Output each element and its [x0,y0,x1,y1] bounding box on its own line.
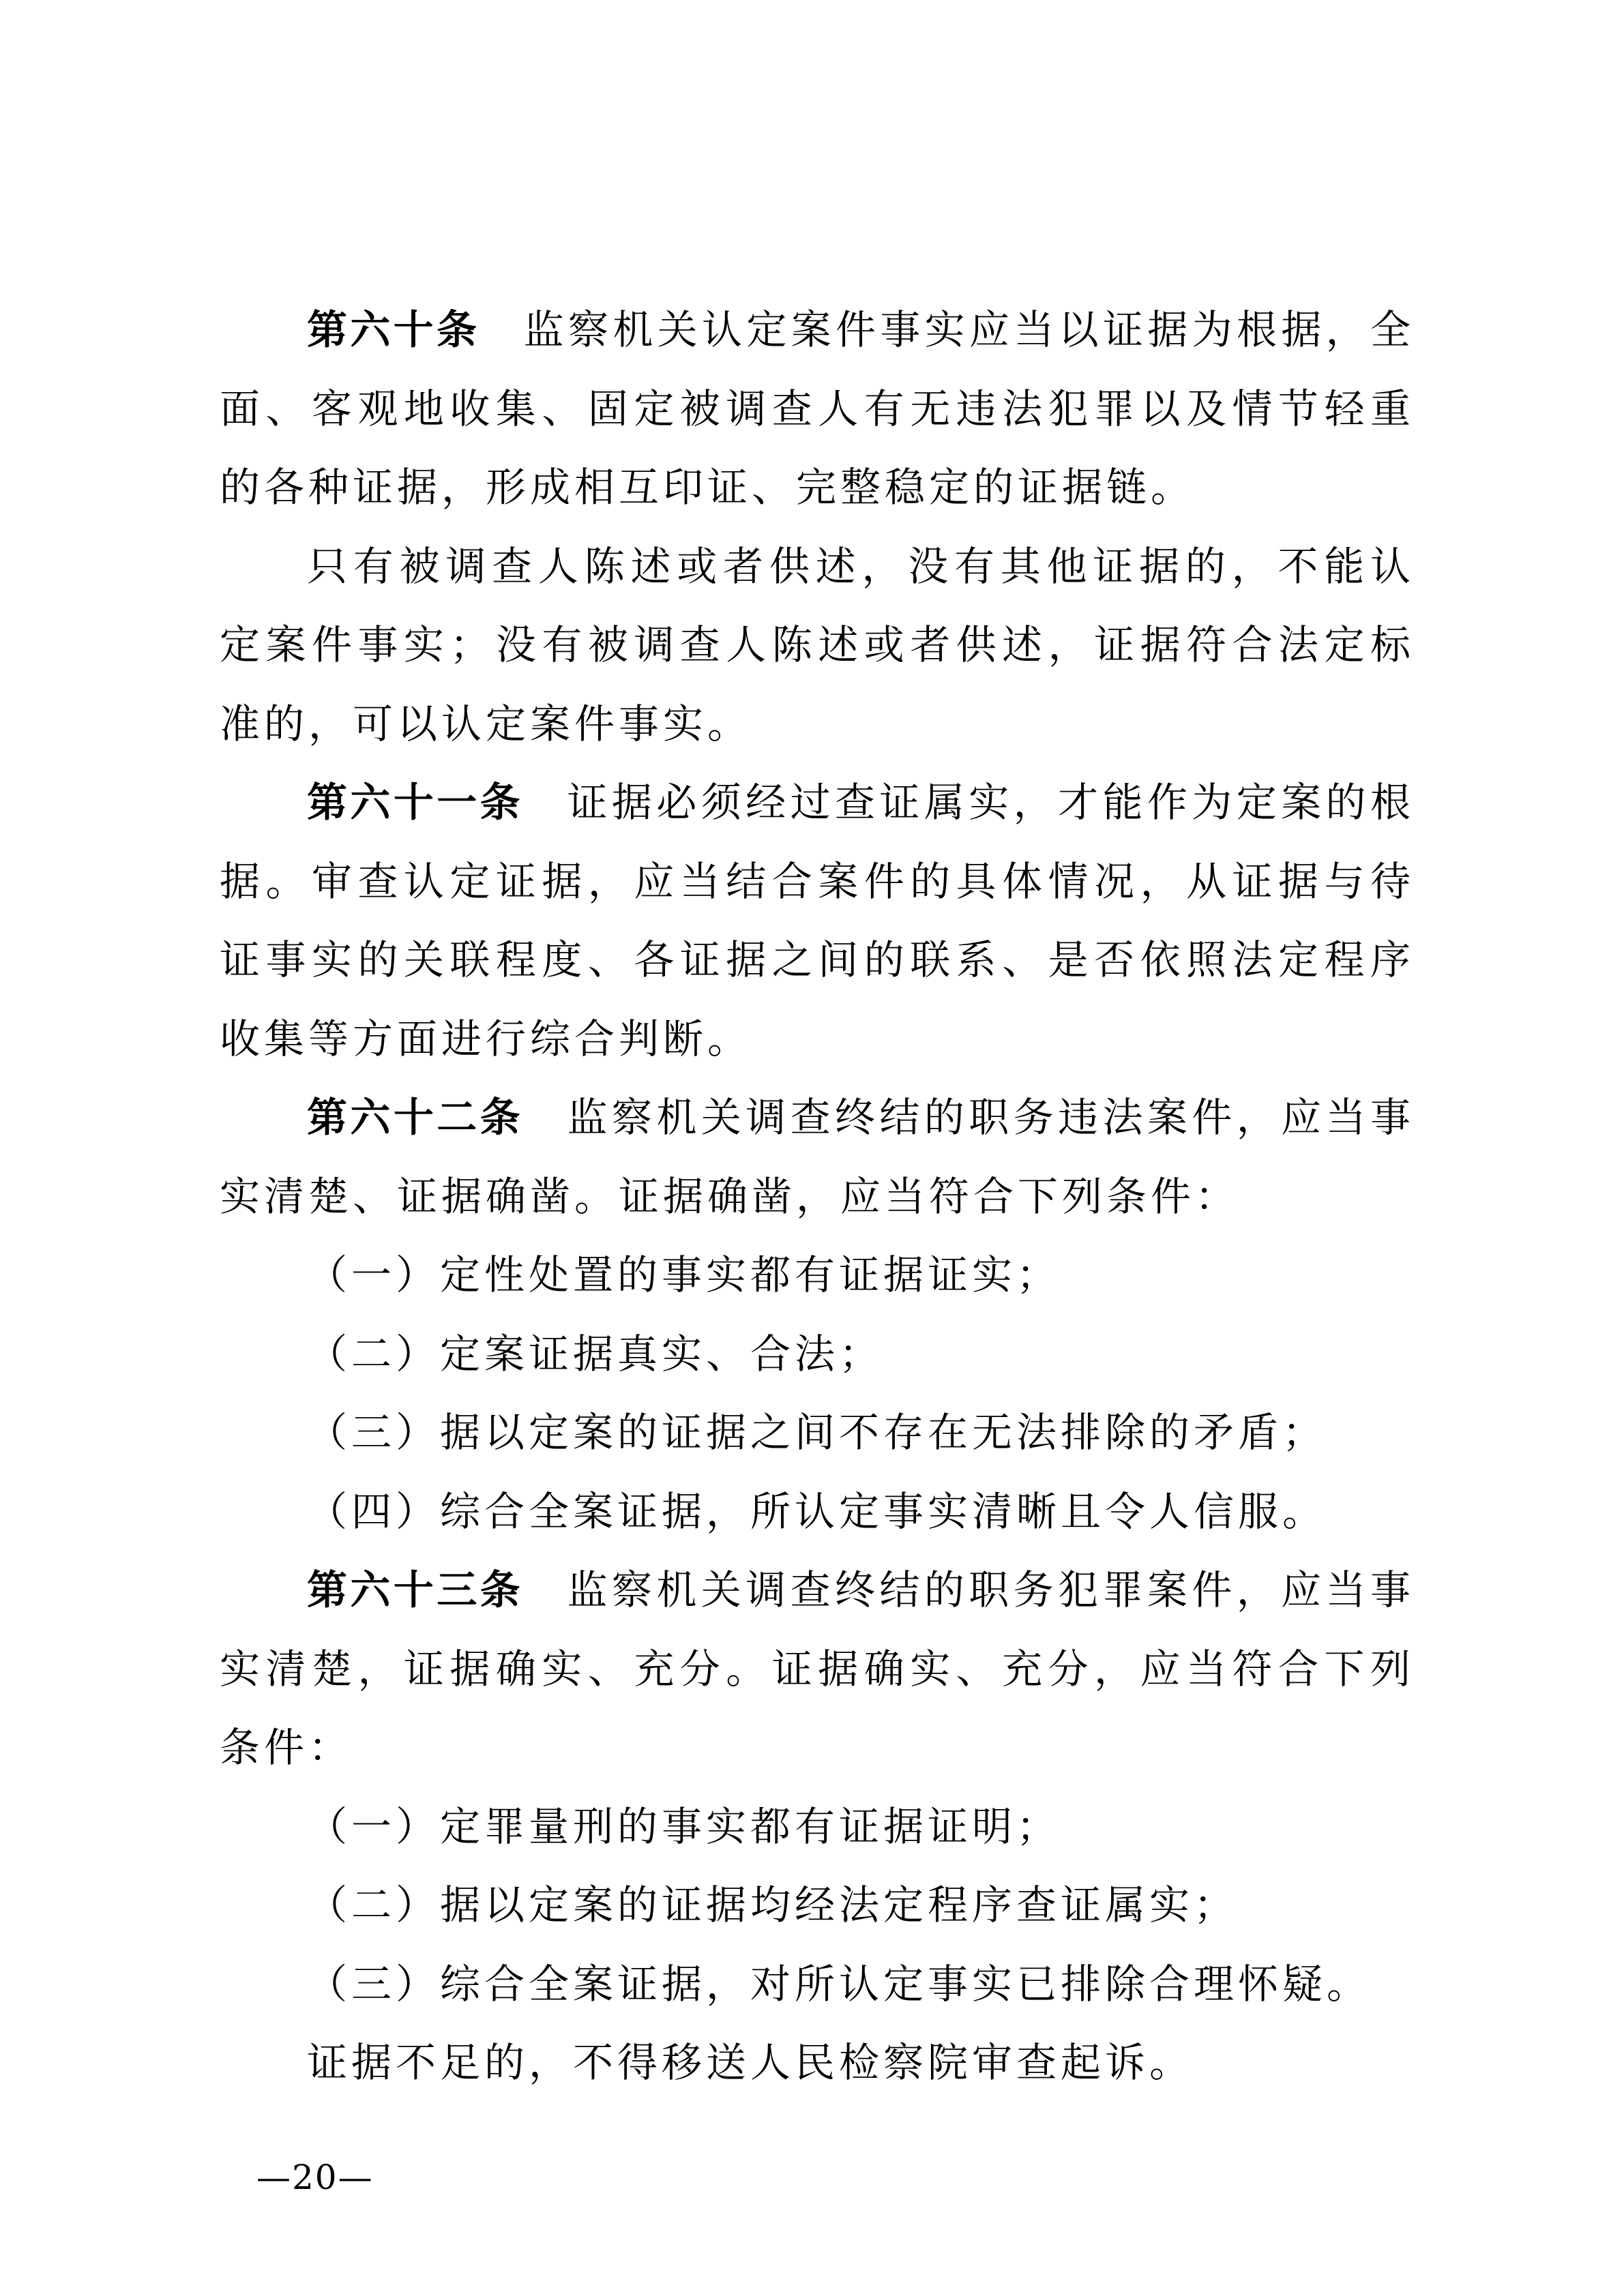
article-62-item-1: （一）定性处置的事实都有证据证实； [307,1251,1061,1298]
article-60-text: 监察机关认定案件事实应当以证据为根据，全面、客观地收集、固定被调查人有无违法犯罪以及情节轻重的各种证据，形成相互印证、完整稳定的证据链。 [220,306,1415,511]
article-61-heading: 第六十一条 [307,779,524,826]
article-62-item-3: （三）据以定案的证据之间不存在无法排除的矛盾； [307,1409,1327,1456]
article-60-heading: 第六十条 [307,306,480,353]
article-60-paragraph-2: 只有被调查人陈述或者供述，没有其他证据的，不能认定案件事实；没有被调查人陈述或者供述，证据符合法定标准的，可以认定案件事实。 [220,542,1415,747]
article-63-heading: 第六十三条 [307,1566,524,1613]
article-62-heading: 第六十二条 [307,1094,524,1141]
document-body [220,290,1415,2102]
page-number: —20— [256,2158,374,2197]
article-60-paragraph-1 [220,290,1415,527]
article-63-item-2: （二）据以定案的证据均经法定程序查证属实； [307,1881,1239,1928]
article-61-paragraph-1 [220,763,1415,1078]
article-62-paragraph-1 [220,1078,1415,1236]
article-62-item-4: （四）综合全案证据，所认定事实清晰且令人信服。 [307,1487,1327,1535]
article-63-intro: 监察机关调查终结的职务犯罪案件，应当事实清楚，证据确实、充分。证据确实、充分，应当符合下列条件： [220,1566,1415,1771]
article-63-item-3: （三）综合全案证据，对所认定事实已排除合理怀疑。 [307,1960,1372,2008]
article-63-paragraph-1 [220,1551,1415,1787]
article-63-closing: 证据不足的，不得移送人民检察院审查起诉。 [307,2039,1194,2086]
article-62-item-2: （二）定案证据真实、合法； [307,1330,884,1377]
article-62-intro: 监察机关调查终结的职务违法案件，应当事实清楚、证据确凿。证据确凿，应当符合下列条件： [220,1094,1415,1220]
article-61-text: 证据必须经过查证属实，才能作为定案的根据。审查认定证据，应当结合案件的具体情况，从证据与待证事实的关联程度、各证据之间的联系、是否依照法定程序收集等方面进行综合判断。 [220,779,1415,1062]
article-63-item-1: （一）定罪量刑的事实都有证据证明； [307,1802,1061,1850]
